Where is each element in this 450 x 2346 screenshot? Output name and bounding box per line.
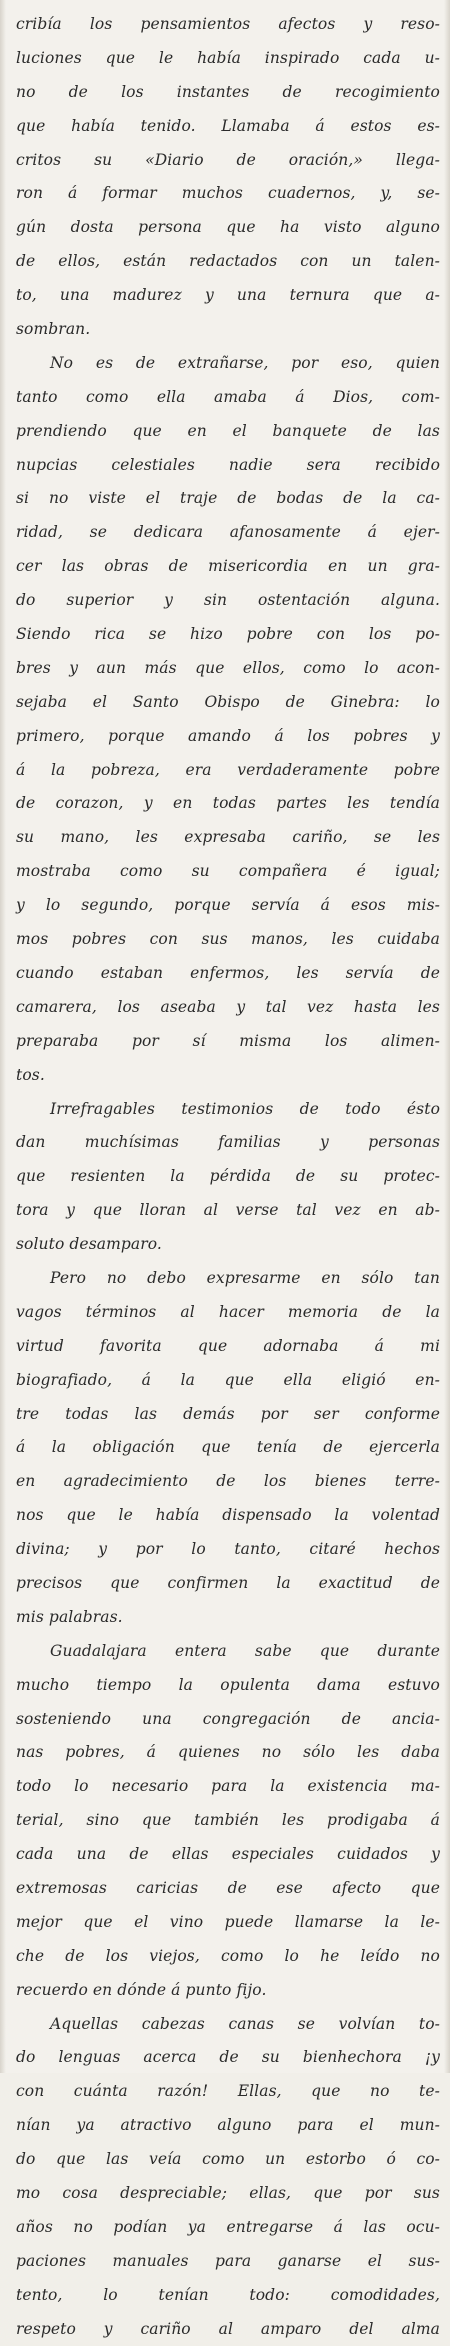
- text-line: tora y que lloran al verse tal vez en ab-: [16, 1201, 440, 1220]
- text-line: con cuánta razón! Ellas, que no te-: [16, 2082, 440, 2101]
- text-line: tanto como ella amaba á Dios, com-: [16, 387, 440, 406]
- text-line: Guadalajara entera sabe que durante: [50, 1641, 440, 1660]
- text-line: biografiado, á la que ella eligió en-: [16, 1370, 440, 1389]
- text-line: nos que le había dispensado la volentad: [16, 1506, 440, 1525]
- text-line: todo lo necesario para la existencia ma-: [16, 1777, 440, 1796]
- text-line: nupcias celestiales nadie sera recibido: [16, 455, 440, 474]
- text-line: do superior y sin ostentación alguna.: [16, 591, 440, 610]
- text-line: vagos términos al hacer memoria de la: [16, 1302, 440, 1321]
- text-line: nas pobres, á quienes no sólo les daba: [16, 1743, 440, 1762]
- text-line: Aquellas cabezas canas se volvían to-: [50, 2014, 440, 2033]
- scan-left-edge: [0, 0, 6, 2073]
- text-line: soluto desamparo.: [16, 1235, 162, 1254]
- text-line: cada una de ellas especiales cuidados y: [16, 1845, 440, 1864]
- text-line: virtud favorita que adornaba á mi: [16, 1336, 440, 1355]
- text-line: terial, sino que también les prodigaba á: [16, 1811, 440, 1830]
- text-line: Pero no debo expresarme en sólo tan: [50, 1268, 440, 1287]
- text-column: [16, 8, 440, 2346]
- text-line: sosteniendo una congregación de ancia-: [16, 1709, 440, 1728]
- text-line: divina; y por lo tanto, citaré hechos: [16, 1540, 440, 1559]
- text-line: extremosas caricias de ese afecto que: [16, 1878, 440, 1897]
- text-line: de corazon, y en todas partes les tendía: [16, 794, 440, 813]
- text-line: do que las veía como un estorbo ó co-: [16, 2150, 440, 2169]
- text-line: cuando estaban enfermos, les servía de: [16, 963, 440, 982]
- text-line: mos pobres con sus manos, les cuidaba: [16, 930, 440, 949]
- text-line: mucho tiempo la opulenta dama estuvo: [16, 1675, 440, 1694]
- text-line: tento, lo tenían todo: comodidades,: [16, 2285, 440, 2304]
- scan-right-edge: [444, 0, 450, 2073]
- text-line: su mano, les expresaba cariño, se les: [16, 828, 440, 847]
- text-line: Irrefragables testimonios de todo ésto: [50, 1099, 440, 1118]
- text-line: preparaba por sí misma los alimen-: [16, 1031, 440, 1050]
- text-line: ron á formar muchos cuadernos, y, se-: [16, 184, 440, 203]
- text-line: critos su «Diario de oración,» llega-: [16, 150, 440, 169]
- text-line: respeto y cariño al amparo del alma: [16, 2319, 440, 2338]
- text-line: tos.: [16, 1065, 45, 1084]
- text-line: cribía los pensamientos afectos y reso-: [16, 15, 440, 33]
- text-line: nían ya atractivo alguno para el mun-: [16, 2116, 440, 2135]
- text-line: que había tenido. Llamaba á estos es-: [16, 116, 440, 135]
- text-line: sombran.: [16, 320, 91, 339]
- text-line: ridad, se dedicara afanosamente á ejer-: [16, 523, 440, 542]
- text-line: que resienten la pérdida de su protec-: [16, 1167, 440, 1186]
- text-line: si no viste el traje de bodas de la ca-: [16, 489, 440, 508]
- text-line: en agradecimiento de los bienes terre-: [16, 1472, 440, 1491]
- text-line: mo cosa despreciable; ellas, que por sus: [16, 2184, 440, 2202]
- text-line: mis palabras.: [16, 1607, 123, 1626]
- text-line: y lo segundo, porque servía á esos mis-: [16, 896, 440, 915]
- text-line: gún dosta persona que ha visto alguno: [16, 218, 440, 237]
- text-line: mejor que el vino puede llamarse la le-: [16, 1912, 440, 1931]
- text-line: No es de extrañarse, por eso, quien: [50, 353, 440, 372]
- text-line: de ellos, están redactados con un talen-: [16, 252, 440, 271]
- text-line: cer las obras de misericordia en un gra-: [16, 557, 440, 576]
- text-line: á la pobreza, era verdaderamente pobre: [16, 760, 440, 779]
- text-line: mostraba como su compañera é igual;: [16, 862, 440, 881]
- text-line: luciones que le había inspirado cada u-: [16, 48, 440, 67]
- text-line: precisos que confirmen la exactitud de: [16, 1573, 440, 1592]
- text-line: Siendo rica se hizo pobre con los po-: [16, 625, 440, 644]
- text-line: sejaba el Santo Obispo de Ginebra: lo: [16, 692, 440, 711]
- text-line: paciones manuales para ganarse el sus-: [16, 2251, 440, 2270]
- text-line: dan muchísimas familias y personas: [16, 1133, 440, 1152]
- text-line: to, una madurez y una ternura que a-: [16, 286, 440, 305]
- text-line: prendiendo que en el banquete de las: [16, 421, 440, 440]
- text-line: che de los viejos, como lo he leído no: [16, 1946, 440, 1965]
- text-line: años no podían ya entregarse á las ocu-: [16, 2217, 440, 2236]
- text-line: recuerdo en dónde á punto fijo.: [16, 1980, 267, 1999]
- text-line: bres y aun más que ellos, como lo acon-: [16, 658, 440, 677]
- text-line: no de los instantes de recogimiento: [16, 82, 440, 101]
- text-line: do lenguas acerca de su bienhechora ¡y: [16, 2048, 440, 2067]
- text-line: á la obligación que tenía de ejercerla: [16, 1438, 440, 1457]
- text-line: primero, porque amando á los pobres y: [16, 726, 440, 745]
- text-line: camarera, los aseaba y tal vez hasta les: [16, 997, 440, 1016]
- text-line: tre todas las demás por ser conforme: [16, 1404, 440, 1423]
